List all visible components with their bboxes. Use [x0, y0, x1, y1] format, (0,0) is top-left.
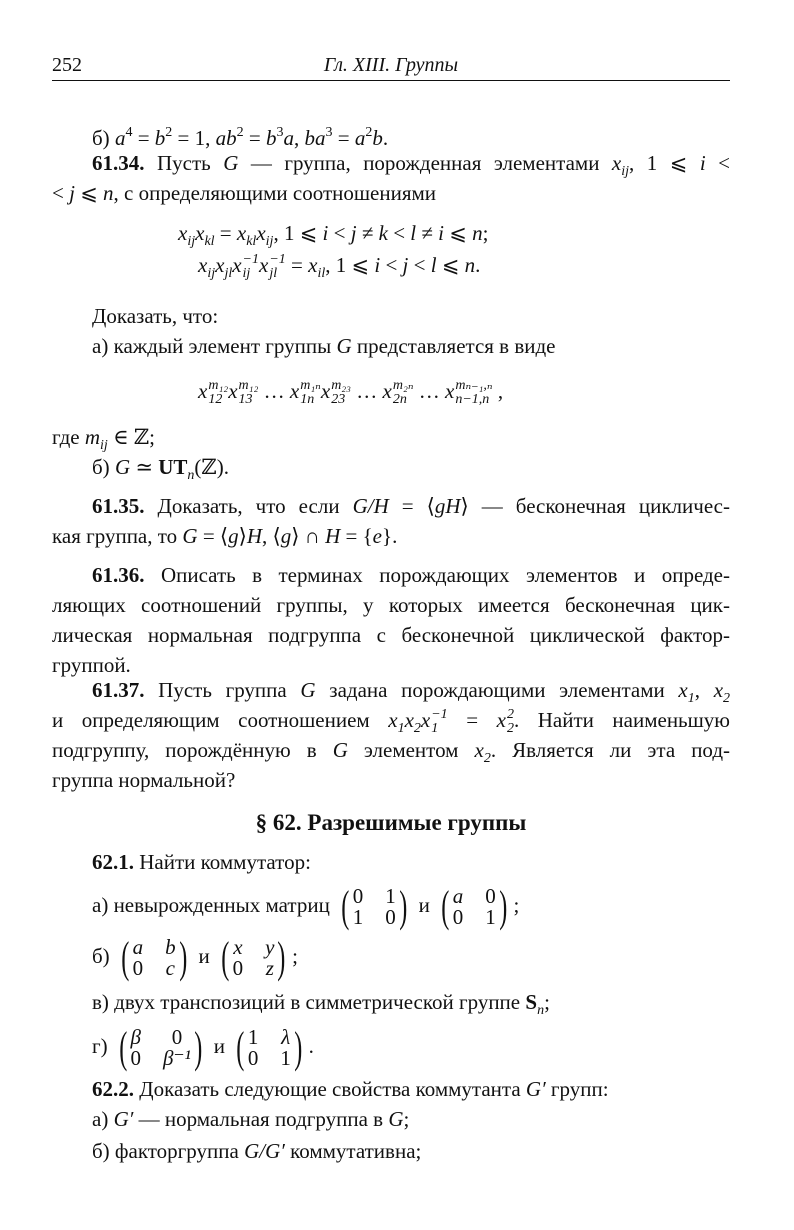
- bold-label: 62.1.: [92, 850, 134, 874]
- math-symbol: x: [308, 253, 318, 277]
- subscript: jl: [224, 266, 233, 281]
- text-run: …: [413, 379, 446, 403]
- text-line: [92, 881, 520, 932]
- math-symbol: G: [336, 334, 352, 358]
- text-line: [92, 1136, 421, 1166]
- text-run: , с определяющими соотношениями: [113, 181, 437, 205]
- text-run: ,: [492, 379, 504, 403]
- subscript: il: [317, 266, 326, 281]
- text-run: и: [193, 944, 215, 968]
- math-symbol: n: [103, 181, 114, 205]
- text-line: [92, 331, 556, 361]
- subscript: 13: [238, 392, 253, 408]
- text-run: ;: [292, 944, 298, 968]
- text-run: …: [351, 379, 383, 403]
- text-line: [92, 675, 730, 705]
- text-run: =: [243, 126, 266, 150]
- math-power: [228, 376, 258, 407]
- math-symbol: G: [300, 678, 316, 702]
- text-run: ;: [544, 990, 550, 1014]
- bold-label: 61.36.: [92, 563, 145, 587]
- subscript: ij: [207, 266, 216, 281]
- bold-label: S: [525, 990, 538, 1014]
- text-run: ≠: [416, 221, 439, 245]
- matrix-entry: c: [165, 956, 175, 981]
- math-symbol: G: [182, 524, 198, 548]
- math-power: [421, 705, 448, 736]
- text-run: , ⟨: [262, 524, 281, 548]
- text-line: [52, 765, 235, 795]
- matrix: [218, 935, 289, 981]
- text-run: групп:: [545, 1077, 609, 1101]
- matrix: [233, 1025, 305, 1071]
- text-run: Пусть: [144, 151, 224, 175]
- math-power: [321, 376, 351, 407]
- text-run: где: [52, 425, 85, 449]
- matrix-entry: 1: [485, 905, 496, 930]
- text-line: [92, 491, 730, 521]
- superscript: 2: [165, 125, 173, 140]
- text-run: б): [92, 126, 115, 150]
- subscript: 2: [483, 751, 491, 766]
- matrix-entry: a: [452, 884, 464, 909]
- math-symbol: ba: [304, 126, 326, 150]
- math-symbol: g: [280, 524, 292, 548]
- superscript: m₁₂: [208, 378, 229, 394]
- math-symbol: a: [283, 126, 294, 150]
- text-run: ∈ ℤ;: [107, 425, 155, 449]
- matrix-entries: [131, 1027, 191, 1069]
- text-run: б): [92, 944, 115, 968]
- matrix: [118, 935, 190, 981]
- matrix-entries: [233, 937, 275, 979]
- math-symbol: l: [430, 253, 437, 277]
- subscript: 1: [397, 721, 405, 736]
- text-line: [92, 118, 388, 148]
- text-run: а) каждый элемент группы: [92, 334, 337, 358]
- math-symbol: x: [445, 379, 455, 403]
- math-symbol: m: [84, 425, 100, 449]
- subscript: 1: [431, 721, 439, 737]
- subscript: 1n: [300, 392, 315, 408]
- math-symbol: x: [259, 253, 269, 277]
- text-run: <: [52, 181, 70, 205]
- text-line: [92, 452, 229, 482]
- math-symbol: a: [114, 126, 126, 150]
- matrix-entry: b: [165, 935, 176, 960]
- matrix-entry: 0: [232, 956, 244, 981]
- matrix-entry: 1: [385, 884, 396, 909]
- text-run: и: [413, 893, 436, 917]
- text-line: [92, 301, 218, 331]
- matrix: [438, 884, 510, 930]
- math-symbol: x: [236, 221, 247, 245]
- math-symbol: G′: [525, 1077, 546, 1101]
- text-run: = ⟨: [388, 494, 435, 518]
- text-run: ⟩: [238, 524, 247, 548]
- text-run: подгруппу, порождённую в: [52, 738, 333, 762]
- math-symbol: g: [228, 524, 239, 548]
- script-stack: [208, 379, 228, 407]
- matrix-entry: 0: [247, 1046, 259, 1071]
- math-symbol: x: [198, 253, 208, 277]
- text-run: =: [447, 708, 497, 732]
- text-run: Доказать, что если: [144, 494, 353, 518]
- math-symbol: G: [114, 455, 131, 479]
- superscript: m₁ₙ: [300, 378, 321, 394]
- script-stack: [393, 379, 414, 407]
- text-run: , 1 ⩽: [629, 151, 700, 175]
- math-symbol: x: [474, 738, 484, 762]
- text-run: лическая нормальная подгруппа с бесконечной циклической фактор-: [52, 623, 730, 647]
- math-symbol: x: [611, 151, 622, 175]
- right-paren: ): [178, 933, 187, 983]
- text-run: <: [380, 253, 403, 277]
- text-run: а): [92, 1107, 114, 1131]
- running-title: Гл. XIII. Группы: [323, 54, 459, 76]
- math-symbol: n: [472, 221, 483, 245]
- math-symbol: n: [464, 253, 476, 277]
- text-run: задана порождающими элементами: [315, 678, 679, 702]
- text-run: ,: [694, 678, 714, 702]
- matrix-entry: 0: [171, 1025, 183, 1050]
- superscript: mₙ₋₁,ₙ: [455, 378, 493, 394]
- text-line: [92, 932, 298, 983]
- superscript: −1: [269, 252, 286, 268]
- subscript: 2: [506, 721, 514, 737]
- text-line: [198, 250, 480, 280]
- matrix-entry: 0: [485, 884, 496, 909]
- script-stack: [269, 253, 285, 281]
- text-run: =: [214, 221, 237, 245]
- math-symbol: k: [378, 221, 388, 245]
- section-heading: § 62. Разрешимые группы: [255, 810, 527, 835]
- text-run: .: [475, 253, 481, 277]
- bold-label: 61.34.: [92, 151, 145, 175]
- text-run: б) факторгруппа: [92, 1139, 245, 1163]
- left-paren: (: [121, 933, 130, 983]
- math-symbol: G: [332, 738, 348, 762]
- subscript: ij: [187, 234, 196, 249]
- math-symbol: x: [320, 379, 331, 403]
- matrix-entry: 1: [247, 1025, 259, 1050]
- text-run: (ℤ).: [194, 455, 229, 479]
- text-run: элементом: [347, 738, 475, 762]
- text-run: Пусть группа: [144, 678, 301, 702]
- text-run: ⟩ — бесконечная цикличес-: [460, 494, 730, 518]
- math-symbol: j: [402, 253, 409, 277]
- left-paren: (: [441, 882, 450, 932]
- subscript: kl: [246, 234, 257, 249]
- matrix: [338, 884, 410, 930]
- superscript: m₂ₙ: [392, 378, 414, 394]
- math-symbol: e: [372, 524, 382, 548]
- subscript: kl: [204, 234, 215, 249]
- text-line: [52, 521, 397, 551]
- math-symbol: ab: [215, 126, 237, 150]
- math-symbol: i: [438, 221, 444, 245]
- text-run: = ⟨: [197, 524, 229, 548]
- text-line: [178, 218, 488, 248]
- math-power: [497, 705, 514, 736]
- matrix: [116, 1025, 206, 1071]
- left-paren: (: [221, 933, 230, 983]
- math-symbol: j: [350, 221, 357, 245]
- matrix-entry: 0: [132, 956, 144, 981]
- matrix-entry: 0: [385, 905, 396, 930]
- math-symbol: x: [496, 708, 506, 732]
- math-symbol: G′: [113, 1107, 134, 1131]
- superscript: m₁₂: [238, 378, 259, 394]
- math-symbol: a: [354, 126, 366, 150]
- math-symbol: x: [289, 379, 300, 403]
- matrix-entries: [453, 886, 496, 928]
- text-run: ляющих соотношений группы, у которых имеется бесконечная цик-: [52, 593, 730, 617]
- script-stack: [507, 708, 514, 736]
- text-run: ⟩ ∩: [291, 524, 326, 548]
- math-symbol: b: [265, 126, 277, 150]
- superscript: 3: [325, 125, 333, 140]
- math-symbol: G/G′: [244, 1139, 285, 1163]
- text-run: =: [285, 253, 309, 277]
- math-power: [383, 376, 414, 407]
- right-paren: ): [399, 882, 408, 932]
- text-run: в) двух транспозиций в симметрической группе: [92, 990, 526, 1014]
- subscript: 2: [723, 691, 731, 706]
- text-line: [52, 178, 436, 208]
- subscript: ij: [100, 438, 108, 453]
- bold-label: 61.35.: [92, 494, 145, 518]
- text-run: ≠: [356, 221, 379, 245]
- subscript: 12: [208, 392, 223, 408]
- script-stack: [431, 708, 447, 736]
- text-run: , 1 ⩽: [325, 253, 375, 277]
- text-run: =: [332, 126, 355, 150]
- text-run: ;: [482, 221, 489, 245]
- matrix-entry: 1: [280, 1046, 291, 1071]
- text-run: коммутативна;: [284, 1139, 422, 1163]
- text-run: Доказать, что:: [92, 304, 219, 328]
- text-run: }.: [382, 524, 398, 548]
- text-run: Найти коммутатор:: [134, 850, 311, 874]
- page-header: [52, 54, 730, 81]
- superscript: 2: [236, 125, 244, 140]
- right-paren: ): [194, 1023, 203, 1073]
- math-symbol: x: [382, 379, 392, 403]
- math-symbol: G: [223, 151, 239, 175]
- math-symbol: x: [198, 379, 208, 403]
- subscript: jl: [269, 266, 278, 282]
- left-paren: (: [119, 1023, 128, 1073]
- script-stack: [331, 379, 351, 407]
- left-paren: (: [236, 1023, 245, 1073]
- script-stack: [239, 379, 259, 407]
- text-line: [52, 705, 730, 735]
- subscript: ij: [265, 234, 274, 249]
- superscript: m₂₃: [331, 378, 352, 394]
- text-run: .: [382, 126, 389, 150]
- text-line: [92, 148, 730, 178]
- math-symbol: b: [372, 126, 383, 150]
- text-line: [92, 560, 730, 590]
- math-symbol: H: [246, 524, 262, 548]
- text-run: группой.: [52, 653, 131, 677]
- script-stack: [455, 379, 492, 407]
- text-line: [52, 808, 730, 838]
- text-line: [198, 376, 503, 406]
- superscript: 4: [125, 125, 133, 140]
- text-run: представляется в виде: [351, 334, 556, 358]
- subscript: n: [537, 1003, 545, 1018]
- math-symbol: x: [232, 253, 242, 277]
- bold-label: 61.37.: [92, 678, 145, 702]
- text-run: ⩽: [74, 181, 104, 205]
- matrix-entry: z: [265, 956, 274, 981]
- matrix-entry: a: [132, 935, 144, 960]
- subscript: 1: [687, 691, 695, 706]
- matrix-entry: y: [265, 935, 275, 960]
- text-run: .: [308, 1034, 314, 1058]
- text-line: [92, 987, 550, 1017]
- math-symbol: x: [388, 708, 398, 732]
- text-run: и определяющим соотношением: [52, 708, 389, 732]
- subscript: n−1,n: [455, 392, 490, 408]
- superscript: −1: [242, 252, 259, 268]
- math-symbol: G: [388, 1107, 404, 1131]
- text-run: = 1,: [172, 126, 216, 150]
- text-line: [52, 590, 730, 620]
- math-power: [232, 250, 259, 281]
- matrix-entries: [248, 1027, 291, 1069]
- math-symbol: x: [420, 708, 431, 732]
- matrix-entry: 0: [452, 905, 464, 930]
- text-run: ⩽: [436, 253, 465, 277]
- math-symbol: x: [256, 221, 266, 245]
- text-run: и: [208, 1034, 231, 1058]
- math-symbol: x: [215, 253, 225, 277]
- matrix-entry: β⁻¹: [163, 1046, 191, 1071]
- text-line: [92, 1022, 314, 1073]
- text-run: группа нормальной?: [52, 768, 236, 792]
- math-symbol: H: [325, 524, 341, 548]
- text-run: Доказать следующие свойства коммутанта: [134, 1077, 526, 1101]
- math-power: [259, 250, 286, 281]
- script-stack: [300, 379, 321, 407]
- subscript: ij: [621, 164, 630, 179]
- subscript: 23: [331, 392, 346, 408]
- text-run: ;: [513, 893, 520, 917]
- text-run: ≃: [130, 455, 159, 479]
- text-run: ,: [293, 126, 305, 150]
- text-run: — нормальная подгруппа в: [133, 1107, 389, 1131]
- matrix-entry: 1: [352, 905, 364, 930]
- math-symbol: i: [374, 253, 381, 277]
- matrix-entries: [353, 886, 396, 928]
- text-run: б): [92, 455, 115, 479]
- text-run: <: [387, 221, 411, 245]
- math-symbol: x: [404, 708, 414, 732]
- text-run: г): [92, 1034, 113, 1058]
- math-symbol: x: [678, 678, 688, 702]
- bold-label: UT: [158, 455, 188, 479]
- text-run: <: [328, 221, 351, 245]
- left-paren: (: [341, 882, 350, 932]
- subscript: 2: [413, 721, 421, 736]
- math-symbol: G/H: [352, 494, 389, 518]
- text-run: — группа, порожденная элементами: [238, 151, 612, 175]
- math-symbol: x: [195, 221, 205, 245]
- matrix-entry: λ: [281, 1025, 291, 1050]
- bold-label: 62.2.: [92, 1077, 134, 1101]
- math-symbol: b: [154, 126, 166, 150]
- text-line: [92, 1104, 409, 1134]
- text-line: [92, 847, 311, 877]
- math-symbol: gH: [434, 494, 461, 518]
- text-line: [52, 422, 155, 452]
- matrix-entry: β: [130, 1025, 141, 1050]
- text-run: Описать в терминах порождающих элементов и опреде-: [144, 563, 730, 587]
- math-power: [445, 376, 493, 407]
- text-run: <: [705, 151, 730, 175]
- math-symbol: i: [322, 221, 329, 245]
- matrix-entries: [133, 937, 176, 979]
- superscript: −1: [431, 707, 448, 723]
- script-stack: [243, 253, 259, 281]
- page-number: 252: [52, 54, 82, 76]
- math-symbol: x: [178, 221, 188, 245]
- math-power: [290, 376, 321, 407]
- right-paren: ): [499, 882, 508, 932]
- text-line: [52, 620, 730, 650]
- matrix-entry: 0: [352, 884, 364, 909]
- superscript: 2: [365, 125, 373, 140]
- superscript: 2: [506, 707, 514, 723]
- superscript: 3: [276, 125, 284, 140]
- text-run: . Найти наименьшую: [513, 708, 730, 732]
- text-run: а) невырожденных матриц: [92, 893, 336, 917]
- text-run: <: [408, 253, 431, 277]
- text-run: , 1 ⩽: [273, 221, 323, 245]
- text-run: ⩽: [444, 221, 473, 245]
- math-symbol: x: [228, 379, 238, 403]
- math-symbol: x: [713, 678, 724, 702]
- subscript: ij: [242, 266, 251, 282]
- text-line: [52, 735, 730, 765]
- right-paren: ): [294, 1023, 303, 1073]
- text-line: [92, 1074, 609, 1104]
- math-power: [198, 376, 228, 407]
- text-run: = {: [340, 524, 373, 548]
- text-run: =: [132, 126, 155, 150]
- matrix-entry: 0: [130, 1046, 142, 1071]
- matrix-entry: x: [233, 935, 243, 960]
- math-symbol: i: [699, 151, 706, 175]
- subscript: 2n: [392, 392, 407, 408]
- text-run: …: [258, 379, 290, 403]
- subscript: n: [187, 468, 195, 483]
- text-run: . Является ли эта под-: [490, 738, 731, 762]
- math-symbol: l: [410, 221, 417, 245]
- text-run: ;: [403, 1107, 410, 1131]
- math-symbol: j: [69, 181, 75, 205]
- right-paren: ): [277, 933, 286, 983]
- text-run: кая группа, то: [52, 524, 183, 548]
